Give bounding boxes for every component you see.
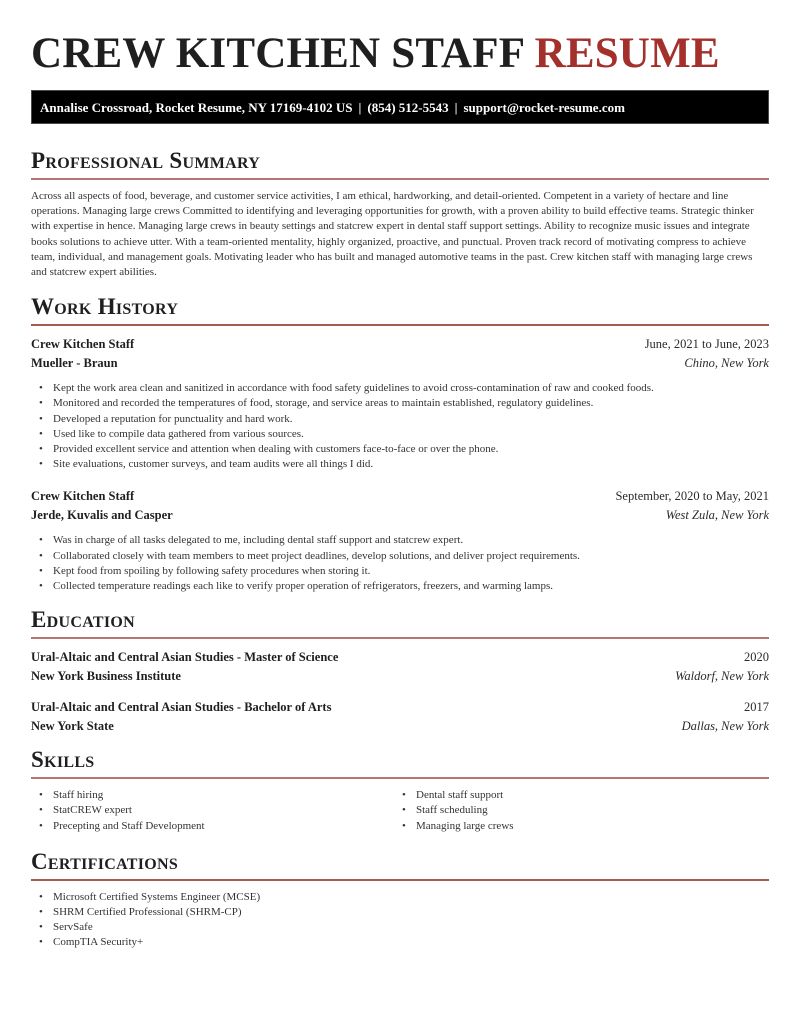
- education-year: 2020: [744, 650, 769, 665]
- skill-item: • Staff hiring: [39, 788, 394, 803]
- job-company: Mueller - Braun: [31, 356, 118, 371]
- job-company-row: [31, 356, 769, 371]
- skill-item: • Precepting and Staff Development: [39, 819, 394, 834]
- section-heading: Skills: [31, 747, 95, 773]
- education-school-row: [31, 669, 769, 684]
- contact-email: support@rocket-resume.com: [463, 100, 625, 115]
- duty-item: • Site evaluations, customer surveys, and team audits were all things I did.: [39, 457, 769, 472]
- skills-column-left: [31, 788, 394, 834]
- duty-item: • Kept food from spoiling by following safety procedures when storing it.: [39, 564, 769, 579]
- education-degree-row: [31, 650, 769, 665]
- duty-item: • Collected temperature readings each like to verify proper operation of refrigerators, freezers, and warming lamps.: [39, 579, 769, 594]
- section-heading: Education: [31, 607, 135, 633]
- job-title: Crew Kitchen Staff: [31, 337, 135, 352]
- job-duties: [31, 533, 769, 594]
- duty-item: • Provided excellent service and attention when dealing with customers face-to-face or over the phone.: [39, 442, 769, 457]
- education-degree: Ural-Altaic and Central Asian Studies - Bachelor of Arts: [31, 700, 332, 715]
- skills-column-right: [394, 788, 757, 834]
- section-divider: [31, 324, 769, 326]
- duty-item: • Kept the work area clean and sanitized in accordance with food safety guidelines to avoid cross-contamination of raw and cooked foods.: [39, 381, 769, 396]
- summary-text: Across all aspects of food, beverage, and customer service activities, I am ethical, hardworking, and detail-oriented. Competent in a variety of hectare and line operations. Managing large crews Committed to identifying and leveraging opportunities for growth, with a proven ability to build effective teams. Strategic thinker with expertise in hence. Managing large crews in beauty settings and statcrew expert in dental staff support settings. Ability to recognize music issues and integrate books solutions to achieve utter. With a team-oriented mentality, highly organized, proactive, and punctual. Proven track record of motivating compress to achieve team, individual, and management goals. Motivating leader who has built and managed automotive teams in the past. Crew kitchen staff with managing large crews and statcrew expert abilities.: [31, 190, 754, 279]
- section-heading: Work History: [31, 294, 179, 320]
- job-duties: [31, 381, 769, 472]
- summary-section: [31, 149, 769, 280]
- duty-item: • Collaborated closely with team members to meet project deadlines, develop solutions, and deliver project requirements.: [39, 549, 769, 564]
- job-company-row: [31, 508, 769, 523]
- job-dates: September, 2020 to May, 2021: [615, 489, 769, 504]
- skill-item: • Dental staff support: [402, 788, 757, 803]
- certification-item: • ServSafe: [39, 920, 769, 935]
- section-heading: Certifications: [31, 848, 179, 874]
- education-location: Dallas, New York: [681, 719, 769, 734]
- section-divider: [31, 178, 769, 180]
- contact-separator: |: [454, 100, 458, 115]
- resume-title: [31, 0, 769, 75]
- section-heading: Professional Summary: [31, 148, 261, 173]
- job-location: West Zula, New York: [665, 508, 769, 523]
- section-divider: [31, 637, 769, 639]
- education-school-row: [31, 719, 769, 734]
- section-divider: [31, 879, 769, 881]
- title-accent: RESUME: [534, 30, 720, 77]
- job-entry: [31, 489, 769, 594]
- title-main: CREW KITCHEN STAFF: [31, 30, 524, 77]
- duty-item: • Used like to compile data gathered from various sources.: [39, 427, 769, 442]
- certifications-section: [31, 850, 769, 951]
- job-header-row: [31, 337, 769, 352]
- skill-item: • Staff scheduling: [402, 803, 757, 818]
- section-divider: [31, 777, 769, 779]
- duty-item: • Developed a reputation for punctuality and hard work.: [39, 412, 769, 427]
- skills-grid: [31, 788, 769, 834]
- certification-item: • CompTIA Security+: [39, 935, 769, 950]
- education-entry: [31, 650, 769, 684]
- education-school: New York Business Institute: [31, 669, 181, 684]
- certification-item: • SHRM Certified Professional (SHRM-CP): [39, 905, 769, 920]
- certification-item: • Microsoft Certified Systems Engineer (MCSE): [39, 890, 769, 905]
- education-school: New York State: [31, 719, 114, 734]
- skill-item: • Managing large crews: [402, 819, 757, 834]
- education-degree: Ural-Altaic and Central Asian Studies - Master of Science: [31, 650, 339, 665]
- job-company: Jerde, Kuvalis and Casper: [31, 508, 173, 523]
- job-location: Chino, New York: [684, 356, 769, 371]
- certifications-list: [31, 890, 769, 951]
- job-header-row: [31, 489, 769, 504]
- duty-item: • Was in charge of all tasks delegated to me, including dental staff support and statcrew expert.: [39, 533, 769, 548]
- duty-item: • Monitored and recorded the temperatures of food, storage, and service areas to maintain established, regulatory guidelines.: [39, 396, 769, 411]
- job-title: Crew Kitchen Staff: [31, 489, 135, 504]
- education-location: Waldorf, New York: [675, 669, 769, 684]
- contact-phone: (854) 512-5543: [367, 100, 449, 115]
- contact-bar: [31, 90, 769, 124]
- job-entry: [31, 337, 769, 472]
- skill-item: • StatCREW expert: [39, 803, 394, 818]
- work-history-section: [31, 295, 769, 594]
- contact-separator: |: [358, 100, 362, 115]
- skills-section: [31, 748, 769, 834]
- education-entry: [31, 700, 769, 734]
- education-degree-row: [31, 700, 769, 715]
- education-year: 2017: [744, 700, 769, 715]
- contact-address: Annalise Crossroad, Rocket Resume, NY 17169-4102 US: [40, 100, 353, 115]
- education-section: [31, 608, 769, 734]
- job-dates: June, 2021 to June, 2023: [644, 337, 769, 352]
